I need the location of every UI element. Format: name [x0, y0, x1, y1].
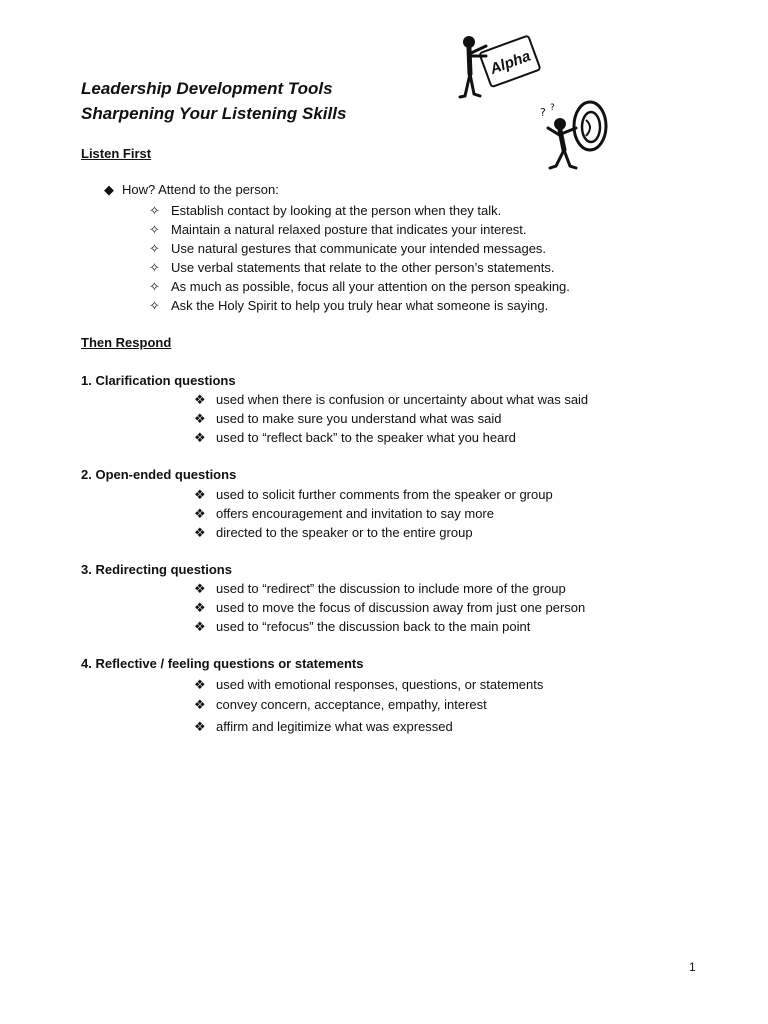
list-item: [194, 617, 585, 636]
list-item-text: Use natural gestures that communicate your intended messages.: [171, 241, 547, 256]
list-item: [149, 296, 570, 315]
list-item: [194, 504, 553, 523]
four-point-star-icon: ✧: [149, 241, 160, 256]
list-item: [194, 716, 543, 738]
list-item: [194, 428, 588, 447]
four-diamond-icon: ❖: [194, 581, 206, 596]
section-1-heading: 1. Clarification questions: [81, 373, 236, 388]
four-diamond-icon: ❖: [194, 506, 206, 521]
alpha-sign-figure-image: [456, 22, 544, 100]
section-1-list: [194, 390, 588, 447]
four-diamond-icon: ❖: [194, 719, 206, 734]
list-item-text: used to “refocus” the discussion back to the main point: [216, 619, 531, 634]
four-point-star-icon: ✧: [149, 222, 160, 237]
list-item-text: offers encouragement and invitation to say more: [216, 506, 494, 521]
four-diamond-icon: ❖: [194, 430, 206, 445]
then-respond-heading: Then Respond: [81, 335, 172, 350]
four-diamond-icon: ❖: [194, 487, 206, 502]
section-4-heading: 4. Reflective / feeling questions or statements: [81, 656, 364, 671]
list-item: [149, 239, 570, 258]
list-item: [194, 390, 588, 409]
four-point-star-icon: ✧: [149, 260, 160, 275]
list-item: [149, 220, 570, 239]
how-text: How? Attend to the person:: [122, 182, 279, 197]
diamond-icon: ◆: [104, 182, 114, 197]
list-item: [194, 485, 553, 504]
four-diamond-icon: ❖: [194, 677, 206, 692]
list-item-text: Use verbal statements that relate to the other person’s statements.: [171, 260, 555, 275]
list-item: [194, 409, 588, 428]
page-number: 1: [689, 960, 696, 974]
four-diamond-icon: ❖: [194, 525, 206, 540]
list-item: [194, 598, 585, 617]
section-3-list: [194, 579, 585, 636]
section-4-list: [194, 675, 543, 738]
four-point-star-icon: ✧: [149, 298, 160, 313]
list-item-text: used to solicit further comments from the speaker or group: [216, 487, 553, 502]
alpha-sign-text: Alpha: [487, 47, 533, 78]
how-line: [104, 182, 279, 198]
title-line-2: Sharpening Your Listening Skills: [81, 104, 347, 123]
list-item-text: used to make sure you understand what was said: [216, 411, 502, 426]
list-item-text: used to “redirect” the discussion to include more of the group: [216, 581, 566, 596]
four-diamond-icon: ❖: [194, 411, 206, 426]
list-item: [149, 258, 570, 277]
listening-figure-image: [536, 98, 610, 174]
four-diamond-icon: ❖: [194, 600, 206, 615]
listen-first-heading: Listen First: [81, 146, 152, 161]
list-item: [149, 201, 570, 220]
four-point-star-icon: ✧: [149, 279, 160, 294]
svg-text:?: ?: [540, 106, 546, 119]
four-diamond-icon: ❖: [194, 619, 206, 634]
four-diamond-icon: ❖: [194, 392, 206, 407]
title-block: [81, 76, 346, 126]
title-line-1: Leadership Development Tools: [81, 79, 333, 98]
section-2-heading: 2. Open-ended questions: [81, 467, 237, 482]
list-item: [194, 523, 553, 542]
section-2-list: [194, 485, 553, 542]
section-3-heading: 3. Redirecting questions: [81, 562, 232, 577]
list-item-text: Maintain a natural relaxed posture that indicates your interest.: [171, 222, 527, 237]
four-point-star-icon: ✧: [149, 203, 160, 218]
list-item: [194, 675, 543, 694]
listen-first-list: [149, 201, 570, 315]
list-item-text: Establish contact by looking at the person when they talk.: [171, 203, 502, 218]
list-item-text: used with emotional responses, questions, or statements: [216, 677, 544, 692]
list-item: [194, 694, 543, 716]
list-item: [194, 579, 585, 598]
list-item-text: convey concern, acceptance, empathy, interest: [216, 697, 487, 712]
list-item-text: directed to the speaker or to the entire group: [216, 525, 473, 540]
list-item-text: used to move the focus of discussion away from just one person: [216, 600, 586, 615]
list-item-text: affirm and legitimize what was expressed: [216, 719, 453, 734]
list-item-text: Ask the Holy Spirit to help you truly hear what someone is saying.: [171, 298, 549, 313]
svg-text:?: ?: [550, 103, 555, 113]
list-item: [149, 277, 570, 296]
list-item-text: As much as possible, focus all your attention on the person speaking.: [171, 279, 570, 294]
list-item-text: used to “reflect back” to the speaker what you heard: [216, 430, 516, 445]
list-item-text: used when there is confusion or uncertainty about what was said: [216, 392, 589, 407]
four-diamond-icon: ❖: [194, 697, 206, 712]
